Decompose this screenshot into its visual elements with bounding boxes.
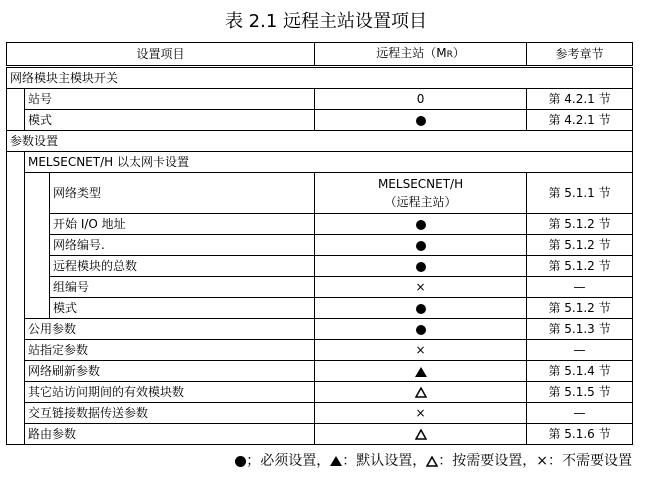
header-chapter: 参考章节: [527, 43, 633, 67]
row-label: 开始 I/O 地址: [50, 214, 315, 235]
row-label: 站号: [25, 89, 315, 110]
table-row: [7, 152, 633, 173]
table-row: [7, 256, 633, 277]
settings-table: [6, 42, 633, 445]
row-label: 网络刷新参数: [25, 361, 315, 382]
table-row: [7, 277, 633, 298]
filled-circle-icon: [416, 220, 426, 230]
row-ref: 第 5.1.2 节: [527, 298, 633, 319]
filled-triangle-icon: [415, 367, 427, 377]
row-label: 其它站访问期间的有效模块数: [25, 382, 315, 403]
row-ref: 第 4.2.1 节: [527, 89, 633, 110]
table-row: [7, 382, 633, 403]
legend-as-needed: ：按需要设置，: [438, 453, 537, 469]
row-ref: 第 5.1.4 节: [527, 361, 633, 382]
row-ref: —: [527, 340, 633, 361]
table-row: [7, 340, 633, 361]
row-value: ×: [315, 340, 527, 361]
row-ref: 第 5.1.5 节: [527, 382, 633, 403]
hollow-triangle-icon: [426, 456, 438, 467]
table-row: [7, 361, 633, 382]
row-label: 网络类型: [50, 173, 315, 214]
row-ref: —: [527, 277, 633, 298]
section-label: 网络模块主模块开关: [7, 67, 633, 89]
table-row: [7, 173, 633, 214]
legend: [235, 451, 632, 471]
filled-circle-icon: [416, 325, 426, 335]
legend-default: ：默认设置，: [342, 453, 427, 469]
table-row: [7, 110, 633, 131]
section-label: 参数设置: [7, 131, 633, 152]
filled-triangle-icon: [330, 456, 342, 466]
table-row: [7, 235, 633, 256]
row-ref: 第 5.1.2 节: [527, 214, 633, 235]
row-label: 组编号: [50, 277, 315, 298]
filled-circle-icon: [416, 241, 426, 251]
header-item: 设置项目: [7, 43, 315, 67]
row-ref: 第 5.1.3 节: [527, 319, 633, 340]
row-value: ×: [315, 403, 527, 424]
filled-circle-icon: [416, 262, 426, 272]
row-ref: 第 4.2.1 节: [527, 110, 633, 131]
table-row: [7, 67, 633, 89]
row-label: 交互链接数据传送参数: [25, 403, 315, 424]
row-label: 网络编号.: [50, 235, 315, 256]
filled-circle-icon: [416, 304, 426, 314]
hollow-triangle-icon: [415, 387, 427, 398]
table-row: [7, 403, 633, 424]
row-value: MELSECNET/H （远程主站）: [315, 173, 527, 214]
hollow-triangle-icon: [415, 429, 427, 440]
table-row: [7, 89, 633, 110]
row-label: 模式: [25, 110, 315, 131]
row-ref: —: [527, 403, 633, 424]
header-row: [7, 43, 633, 67]
row-ref: 第 5.1.2 节: [527, 235, 633, 256]
row-label: 远程模块的总数: [50, 256, 315, 277]
table-title: 表 2.1 远程主站设置项目: [224, 11, 428, 32]
row-value: 0: [315, 89, 527, 110]
row-value: ×: [315, 277, 527, 298]
row-label: 路由参数: [25, 424, 315, 445]
table-row: [7, 424, 633, 445]
table-row: [7, 298, 633, 319]
row-label: 模式: [50, 298, 315, 319]
table-row: [7, 319, 633, 340]
row-label: 站指定参数: [25, 340, 315, 361]
row-ref: 第 5.1.6 节: [527, 424, 633, 445]
legend-required: ；必须设置，: [246, 453, 331, 469]
filled-circle-icon: [235, 456, 246, 467]
table-row: [7, 214, 633, 235]
legend-not-needed: ：不需要设置: [548, 453, 632, 469]
table-row: [7, 131, 633, 152]
header-master: 远程主站（MR）: [315, 43, 527, 67]
subsection-label: MELSECNET/H 以太网卡设置: [25, 152, 633, 173]
cross-icon: ×: [536, 453, 548, 469]
filled-circle-icon: [416, 116, 426, 126]
row-label: 公用参数: [25, 319, 315, 340]
row-ref: 第 5.1.1 节: [527, 173, 633, 214]
row-ref: 第 5.1.2 节: [527, 256, 633, 277]
